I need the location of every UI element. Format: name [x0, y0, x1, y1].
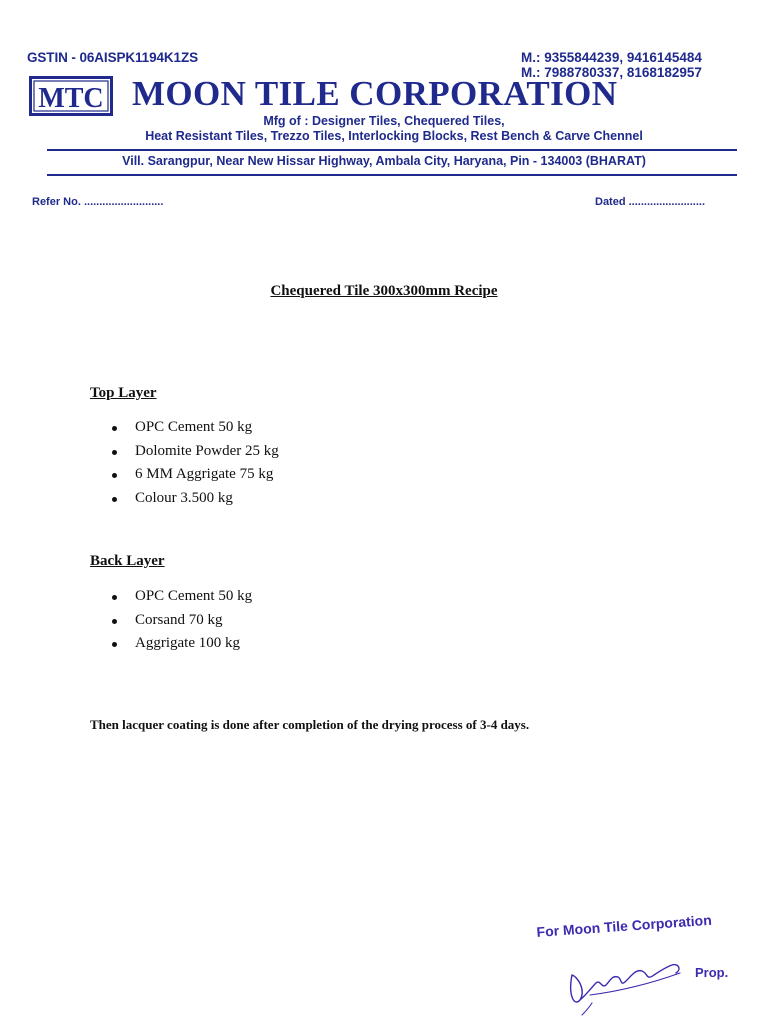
- phone-line-1: M.: 9355844239, 9416145484: [521, 50, 702, 65]
- handwritten-signature: [562, 945, 692, 1017]
- mtc-logo: [29, 76, 113, 116]
- document-title: Chequered Tile 300x300mm Recipe: [270, 283, 498, 299]
- manufacturing-list: [0, 114, 768, 144]
- refer-no-field: Refer No. ..........................: [32, 196, 164, 208]
- top-layer-heading: Top Layer: [90, 385, 157, 401]
- company-address: Vill. Sarangpur, Near New Hissar Highway, Ambala City, Haryana, Pin - 134003 (BHARAT): [122, 154, 646, 168]
- top-layer-list: [112, 416, 279, 510]
- gstin-number: GSTIN - 06AISPK1194K1ZS: [27, 50, 199, 65]
- list-item: Colour 3.500 kg: [112, 487, 279, 511]
- list-item: 6 MM Aggrigate 75 kg: [112, 463, 279, 487]
- list-item: OPC Cement 50 kg: [112, 416, 279, 440]
- header-divider-bottom: [47, 174, 737, 176]
- proprietor-label: Prop.: [695, 965, 729, 980]
- mfg-line-1: Mfg of : Designer Tiles, Chequered Tiles,: [263, 114, 505, 128]
- dated-field: Dated .........................: [595, 196, 706, 208]
- mfg-line-2: Heat Resistant Tiles, Trezzo Tiles, Interlocking Blocks, Rest Bench & Carve Chennel: [145, 129, 643, 143]
- header-divider-top: [47, 149, 737, 151]
- back-layer-list: [112, 585, 252, 656]
- logo-lettering: MTC: [38, 83, 104, 114]
- list-item: OPC Cement 50 kg: [112, 585, 252, 609]
- list-item: Corsand 70 kg: [112, 609, 252, 633]
- company-name: MOON TILE CORPORATION: [132, 74, 618, 113]
- list-item: Dolomite Powder 25 kg: [112, 440, 279, 464]
- back-layer-heading: Back Layer: [90, 553, 165, 569]
- company-stamp: For Moon Tile Corporation: [536, 911, 713, 940]
- process-note: Then lacquer coating is done after completion of the drying process of 3-4 days.: [90, 717, 530, 732]
- list-item: Aggrigate 100 kg: [112, 632, 252, 656]
- phone-line-2: M.: 7988780337, 8168182957: [521, 65, 702, 80]
